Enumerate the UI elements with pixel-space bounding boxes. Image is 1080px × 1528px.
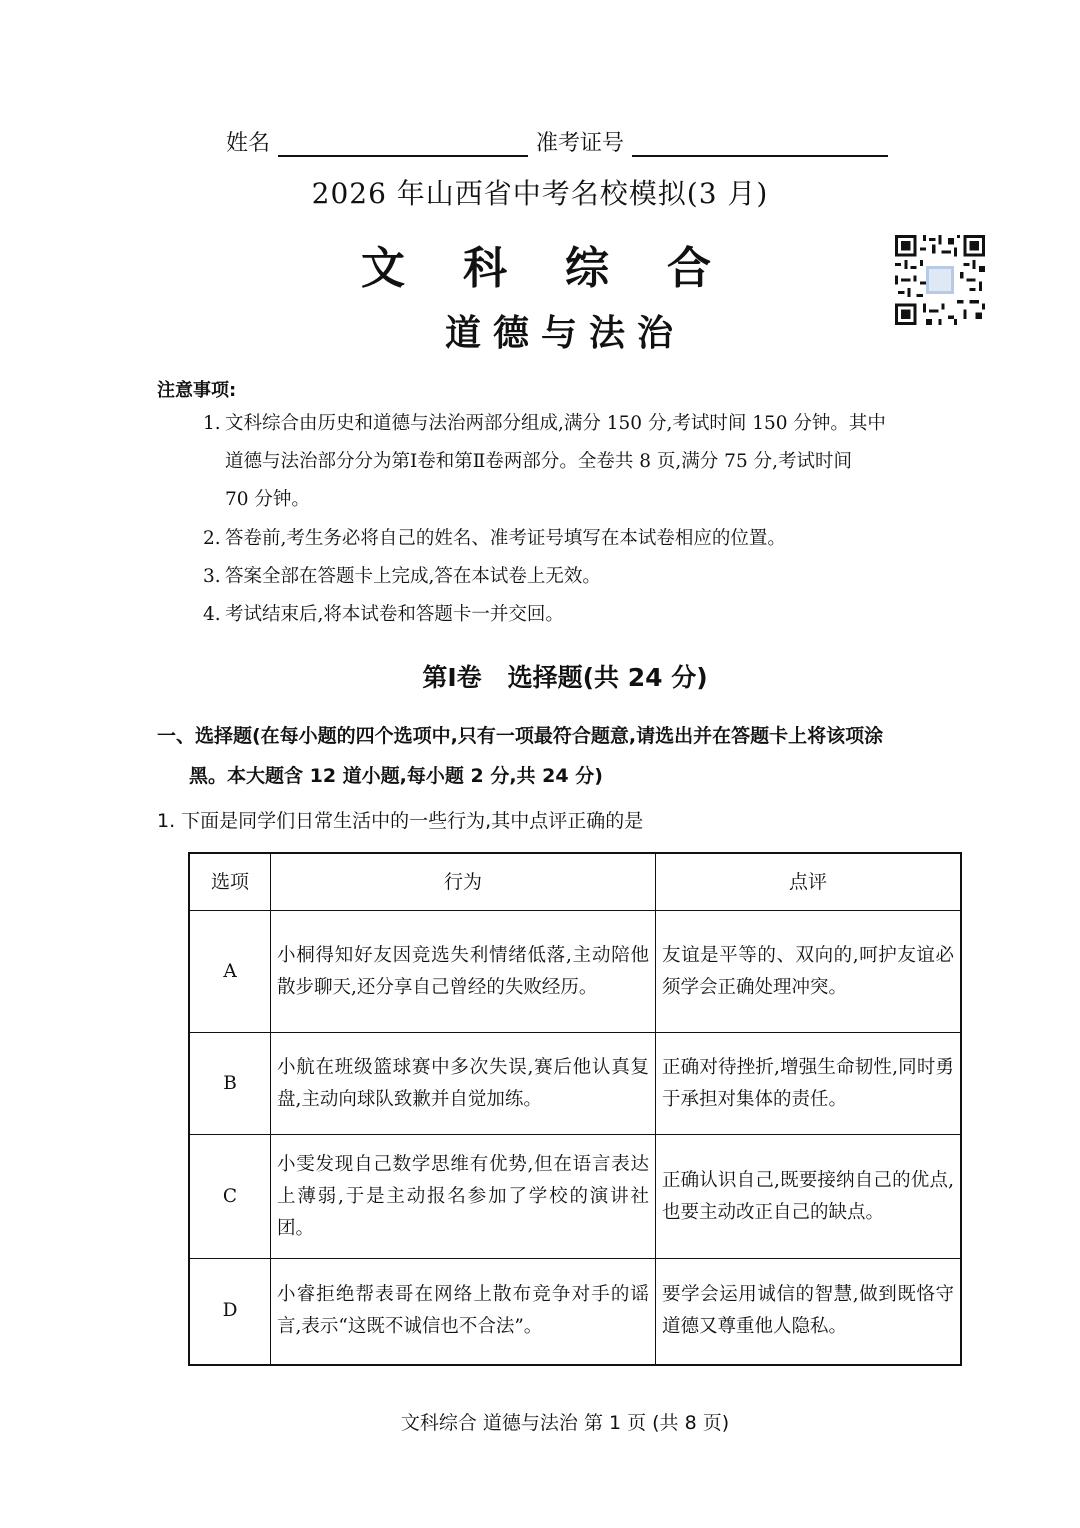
behavior-d: 小睿拒绝帮表哥在网络上散布竞争对手的谣言,表示“这既不诚信也不合法”。: [271, 1259, 656, 1365]
notice-item-1: 1. 文科综合由历史和道德与法治两部分组成,满分 150 分,考试时间 150 分钟。其中 道德与法治部分分为第Ⅰ卷和第Ⅱ卷两部分。全卷共 8 页,满分 75 分,考试时间 70 分钟。: [203, 413, 886, 510]
exam-title: 2026 年山西省中考名校模拟(3 月): [311, 177, 769, 210]
table-row: [189, 911, 961, 1033]
option-c: C: [189, 1135, 271, 1259]
section-title: 选择题(共 24 分): [507, 663, 708, 692]
notice-heading: 注意事项:: [157, 380, 237, 401]
page-footer: 文科综合 道德与法治 第 1 页 (共 8 页): [400, 1412, 730, 1434]
comment-d: 要学会运用诚信的智慧,做到既恪守道德又尊重他人隐私。: [656, 1259, 962, 1365]
comment-a: 友谊是平等的、双向的,呵护友谊必须学会正确处理冲突。: [656, 911, 962, 1033]
notice-item-4: 4. 考试结束后,将本试卷和答题卡一并交回。: [203, 604, 564, 625]
option-b: B: [189, 1033, 271, 1135]
option-d: D: [189, 1259, 271, 1365]
examinee-info: [226, 126, 888, 157]
comment-b: 正确对待挫折,增强生命韧性,同时勇于承担对集体的责任。: [656, 1033, 962, 1135]
subject-title: 文科综合: [361, 243, 769, 294]
subsubject-title: 道德与法治: [444, 313, 685, 354]
behavior-b: 小航在班级篮球赛中多次失误,赛后他认真复盘,主动向球队致歉并自觉加练。: [271, 1033, 656, 1135]
question-1-stem: 1. 下面是同学们日常生活中的一些行为,其中点评正确的是: [157, 810, 644, 832]
exam-id-field[interactable]: [632, 129, 888, 157]
behavior-c: 小雯发现自己数学思维有优势,但在语言表达上薄弱,于是主动报名参加了学校的演讲社团。: [271, 1135, 656, 1259]
header-comment: 点评: [656, 853, 962, 911]
table-header-row: [189, 853, 961, 911]
table-row: [189, 1135, 961, 1259]
comment-c: 正确认识自己,既要接纳自己的优点,也要主动改正自己的缺点。: [656, 1135, 962, 1259]
question-1-table: [188, 852, 962, 1366]
name-field[interactable]: [278, 129, 528, 157]
notice-item-2: 2. 答卷前,考生务必将自己的姓名、准考证号填写在本试卷相应的位置。: [203, 528, 786, 549]
header-option: 选项: [189, 853, 271, 911]
qr-code-icon: [895, 235, 985, 325]
section-volume: 第Ⅰ卷: [422, 663, 482, 692]
exam-id-label: 准考证号: [536, 131, 625, 156]
part1-instructions: 一、选择题(在每小题的四个选项中,只有一项最符合题意,请选出并在答题卡上将该项涂 黑。本大题含 12 道小题,每小题 2 分,共 24 分): [157, 725, 884, 787]
name-label: 姓名: [226, 131, 271, 156]
table-row: [189, 1033, 961, 1135]
header-behavior: 行为: [271, 853, 656, 911]
behavior-a: 小桐得知好友因竞选失利情绪低落,主动陪他散步聊天,还分享自己曾经的失败经历。: [271, 911, 656, 1033]
section-heading: [0, 658, 1080, 694]
notice-item-3: 3. 答案全部在答题卡上完成,答在本试卷上无效。: [203, 566, 601, 587]
option-a: A: [189, 911, 271, 1033]
table-row: [189, 1259, 961, 1365]
